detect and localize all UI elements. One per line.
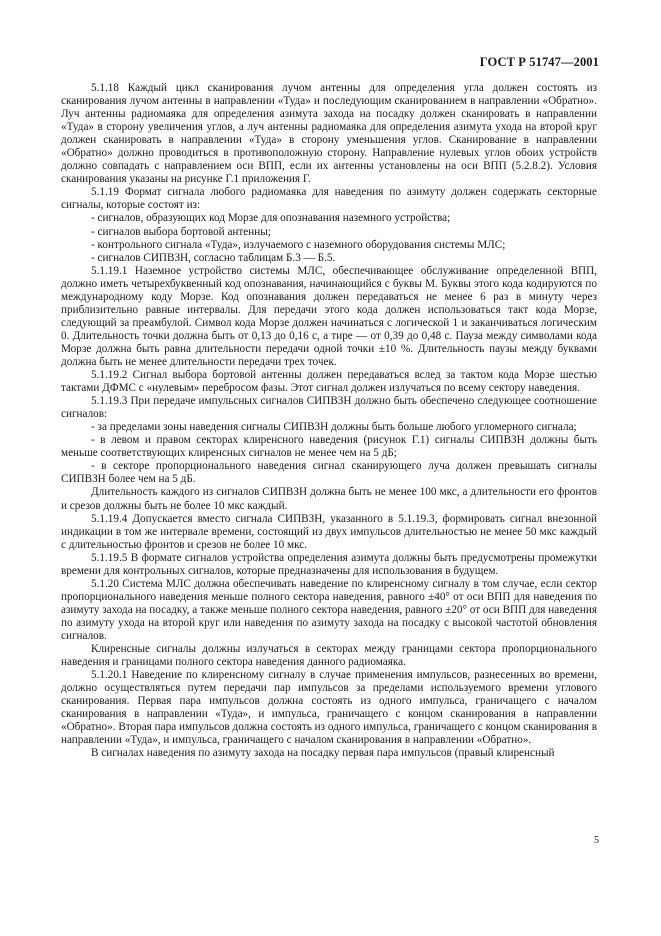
paragraph-5-1-18: 5.1.18 Каждый цикл сканирования лучом антенны для определения угла должен состоять из сканирования лучом антенны в направлении «Туда» и последующим сканированием в направлении «Обратно». Луч антенны радиомаяка для определения азимута захода на посадку должен сканировать в направлении «Туда» в сторону увеличения углов, а луч антенны радиомаяка для определения азимута ухода на второй круг должен сканировать в направлении «Туда» в сторону уменьшения углов. Сканирование в направлении «Обратно» должно проводиться в противоположную сторону. Направление нулевых углов обоих устройств должно совпадать с направлением оси ВПП, если их антенны установлены на оси ВПП (5.2.8.2). Условия сканирования указаны на рисунке Г.1 приложения Г. xyxy=(61,82,597,186)
paragraph-5-1-19-2: 5.1.19.2 Сигнал выбора бортовой антенны должен передаваться вслед за тактом кода Морзе шестью тактами ДФМС с «нулевым» перебросом фазы. Этот сигнал должен излучаться по всему сектору наведения. xyxy=(61,369,597,395)
list-item: - сигналов, образующих код Морзе для опознавания наземного устройства; xyxy=(91,212,451,225)
page-number: 5 xyxy=(594,835,599,846)
list-item: - контрольного сигнала «Туда», излучаемого с наземного оборудования системы МЛС; xyxy=(91,238,506,251)
list-item: - за пределами зоны наведения сигналы СИПВЗН должны быть больше любого угломерного сигнала; xyxy=(91,421,577,434)
list-item: - в левом и правом секторах клиренсного наведения (рисунок Г.1) сигналы СИПВЗН должны быть меньше соответствующих клиренсных сигналов не менее чем на 5 дБ; xyxy=(61,434,597,460)
paragraph-5-1-19-3: 5.1.19.3 При передаче импульсных сигналов СИПВЗН должно быть обеспечено следующее соотношение сигналов: xyxy=(61,395,597,421)
paragraph-5-1-20: 5.1.20 Система МЛС должна обеспечивать наведение по клиренсному сигналу в том случае, если сектор пропорционального наведения меньше полного сектора наведения, равного ±40° от оси ВПП для наведения по азимуту захода на посадку, а также меньше полного сектора наведения, равного ±20° от оси ВПП для наведения по азимуту ухода на второй круг или наведения по азимуту захода на посадку с высокой частотой обновления сигналов. xyxy=(61,577,597,642)
paragraph-5-1-19-4: 5.1.19.4 Допускается вместо сигнала СИПВЗН, указанного в 5.1.19.3, формировать сигнал внезонной индикации в том же интервале времени, состоящий из двух импульсов длительностью не менее 50 мкс каждый с длительностью фронтов и срезов не более 10 мкс. xyxy=(61,512,597,551)
list-item: - сигналов выбора бортовой антенны; xyxy=(91,225,271,238)
document-body xyxy=(61,82,597,760)
paragraph-5-1-20-1: 5.1.20.1 Наведение по клиренсному сигналу в случае применения импульсов, разнесенных во времени, должно осуществляться путем передачи пар импульсов за пределами используемого времени углового сканирования. Первая пара импульсов должна состоять из одного импульса, граничащего с началом сканирования в направлении «Туда», и импульса, граничащего с концом сканирования в направлении «Обратно». Вторая пара импульсов должна состоять из одного импульса, граничащего с концом сканирования в направлении «Туда», и импульса, граничащего с началом сканирования в направлении «Обратно». xyxy=(61,669,597,747)
paragraph-duration: Длительность каждого из сигналов СИПВЗН должна быть не менее 100 мкс, а длительности его фронтов и срезов должны быть не более 10 мкс каждый. xyxy=(61,486,597,512)
page-header-standard: ГОСТ Р 51747—2001 xyxy=(479,55,599,69)
list-item: - в секторе пропорционального наведения сигнал сканирующего луча должен превышать сигналы СИПВЗН более чем на 5 дБ. xyxy=(61,460,597,486)
paragraph-5-1-19: 5.1.19 Формат сигнала любого радиомаяка для наведения по азимуту должен содержать секторные сигналы, которые состоят из: xyxy=(61,186,597,212)
list-item: - сигналов СИПВЗН, согласно таблицам Б.3 — Б.5. xyxy=(91,251,336,264)
paragraph-azimuth-signals: В сигналах наведения по азимуту захода на посадку первая пара импульсов (правый клиренсный xyxy=(91,747,555,760)
paragraph-clearance-signals: Клиренсные сигналы должны излучаться в секторах между границами сектора пропорционального наведения и границами полного сектора наведения данного радиомаяка. xyxy=(61,643,597,669)
paragraph-5-1-19-5: 5.1.19.5 В формате сигналов устройства определения азимута должны быть предусмотрены промежутки времени для контрольных сигналов, которые предназначены для использования в будущем. xyxy=(61,551,597,577)
paragraph-5-1-19-1: 5.1.19.1 Наземное устройство системы МЛС, обеспечивающее обслуживание определенной ВПП, должно иметь четырехбуквенный код опознавания, начинающийся с буквы М. Буквы этого кода кодируются по международному коду Морзе. Код опознавания должен передаваться не менее 6 раз в минуту через приблизительно равные интервалы. Для передачи этого кода должен использоваться такт кода Морзе, следующий за преамбулой. Символ кода Морзе должен начинаться с логической 1 и заканчиваться логическим 0. Длительность точки должна быть от 0,13 до 0,16 с, а тире — от 0,39 до 0,48 с. Пауза между символами кода Морзе должна быть равна длительности передачи одной точки ±10 %. Длительность паузы между буквами должна быть не менее длительности передачи трех точек. xyxy=(61,264,597,368)
